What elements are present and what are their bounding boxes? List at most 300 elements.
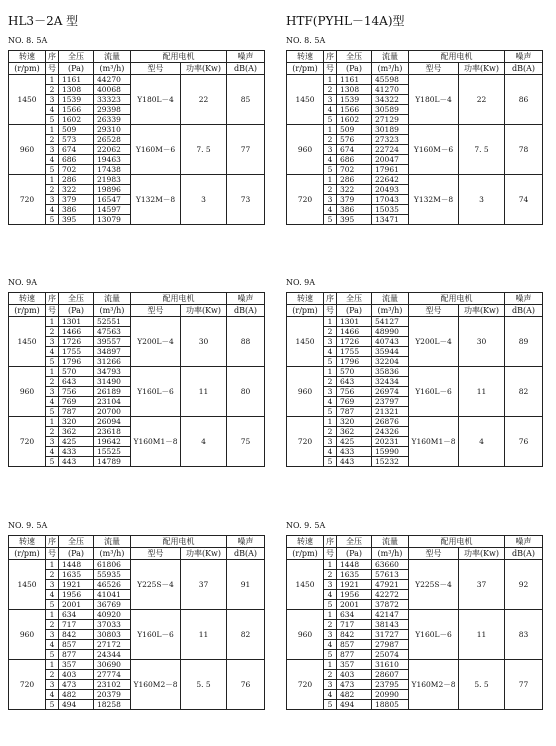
noise-cell: 80 — [227, 367, 265, 417]
header-speed: 转速 — [287, 293, 324, 305]
flow-cell: 17961 — [372, 165, 409, 175]
flow-cell: 34793 — [94, 367, 131, 377]
pressure-cell: 1726 — [337, 337, 372, 347]
seq-cell: 2 — [324, 570, 337, 580]
header-speed: 转速 — [9, 536, 46, 548]
flow-cell: 31490 — [94, 377, 131, 387]
seq-cell: 3 — [46, 580, 59, 590]
seq-cell: 4 — [46, 347, 59, 357]
pressure-cell: 1539 — [337, 95, 372, 105]
table-row — [9, 175, 265, 185]
pressure-cell: 473 — [59, 680, 94, 690]
pressure-cell: 1566 — [59, 105, 94, 115]
seq-cell: 1 — [46, 610, 59, 620]
flow-cell: 14789 — [94, 457, 131, 467]
seq-cell: 4 — [324, 347, 337, 357]
pressure-cell: 769 — [337, 397, 372, 407]
seq-cell: 2 — [46, 327, 59, 337]
seq-cell: 5 — [324, 650, 337, 660]
pressure-cell: 482 — [337, 690, 372, 700]
speed-cell: 1450 — [9, 560, 46, 610]
pressure-cell: 1755 — [59, 347, 94, 357]
flow-cell: 38143 — [372, 620, 409, 630]
pressure-cell: 877 — [59, 650, 94, 660]
flow-cell: 31266 — [94, 357, 131, 367]
table-row — [9, 367, 265, 377]
noise-cell: 77 — [505, 660, 543, 710]
speed-cell: 960 — [287, 367, 324, 417]
header-power: 功率(Kw) — [459, 548, 505, 560]
flow-cell: 27987 — [372, 640, 409, 650]
header-model: 型号 — [131, 63, 181, 75]
pressure-cell: 1796 — [59, 357, 94, 367]
table-row — [287, 417, 543, 427]
table-row — [287, 560, 543, 570]
motor-model-cell: Y160M2－8 — [409, 660, 459, 710]
pressure-cell: 643 — [337, 377, 372, 387]
seq-cell: 3 — [324, 145, 337, 155]
flow-cell: 55935 — [94, 570, 131, 580]
flow-cell: 39557 — [94, 337, 131, 347]
pressure-cell: 286 — [337, 175, 372, 185]
header-noise: 噪声 — [505, 536, 543, 548]
flow-cell: 36769 — [94, 600, 131, 610]
pressure-cell: 379 — [337, 195, 372, 205]
flow-cell: 17043 — [372, 195, 409, 205]
speed-cell: 1450 — [287, 560, 324, 610]
header-flow: 流量 — [94, 536, 131, 548]
flow-cell: 16547 — [94, 195, 131, 205]
seq-cell: 3 — [324, 95, 337, 105]
flow-cell: 57613 — [372, 570, 409, 580]
speed-cell: 1450 — [287, 317, 324, 367]
header-flow-unit: (m³/h) — [94, 305, 131, 317]
seq-cell: 1 — [46, 75, 59, 85]
header-model: 型号 — [409, 305, 459, 317]
pressure-cell: 1448 — [337, 560, 372, 570]
seq-cell: 2 — [46, 135, 59, 145]
seq-cell: 5 — [46, 165, 59, 175]
flow-cell: 17438 — [94, 165, 131, 175]
header-pressure: 全压 — [337, 293, 372, 305]
pressure-cell: 1308 — [337, 85, 372, 95]
pressure-cell: 386 — [59, 205, 94, 215]
flow-cell: 48990 — [372, 327, 409, 337]
motor-power-cell: 5. 5 — [459, 660, 505, 710]
pressure-cell: 403 — [337, 670, 372, 680]
motor-power-cell: 3 — [181, 175, 227, 225]
flow-cell: 26189 — [94, 387, 131, 397]
seq-cell: 5 — [324, 165, 337, 175]
noise-cell: 85 — [227, 75, 265, 125]
flow-cell: 47921 — [372, 580, 409, 590]
pressure-cell: 379 — [59, 195, 94, 205]
motor-model-cell: Y160L－6 — [131, 367, 181, 417]
seq-cell: 5 — [324, 215, 337, 225]
header-seq: 序 — [46, 536, 59, 548]
pressure-cell: 643 — [59, 377, 94, 387]
header-pressure-unit: (Pa) — [59, 63, 94, 75]
flow-cell: 23795 — [372, 680, 409, 690]
motor-model-cell: Y225S－4 — [409, 560, 459, 610]
flow-cell: 35836 — [372, 367, 409, 377]
header-noise-unit: dB(A) — [505, 305, 543, 317]
seq-cell: 1 — [46, 660, 59, 670]
seq-cell: 2 — [46, 570, 59, 580]
pressure-cell: 1796 — [337, 357, 372, 367]
flow-cell: 13471 — [372, 215, 409, 225]
pressure-cell: 674 — [59, 145, 94, 155]
speed-cell: 960 — [9, 610, 46, 660]
seq-cell: 5 — [324, 457, 337, 467]
table-row — [9, 417, 265, 427]
flow-cell: 37033 — [94, 620, 131, 630]
flow-cell: 25074 — [372, 650, 409, 660]
noise-cell: 83 — [505, 610, 543, 660]
flow-cell: 26339 — [94, 115, 131, 125]
fan-performance-table — [8, 535, 265, 710]
flow-cell: 27172 — [94, 640, 131, 650]
flow-cell: 15990 — [372, 447, 409, 457]
seq-cell: 3 — [324, 437, 337, 447]
pressure-cell: 322 — [337, 185, 372, 195]
flow-cell: 42272 — [372, 590, 409, 600]
noise-cell: 82 — [505, 367, 543, 417]
flow-cell: 27774 — [94, 670, 131, 680]
pressure-cell: 1301 — [59, 317, 94, 327]
pressure-cell: 322 — [59, 185, 94, 195]
fan-performance-table — [8, 50, 265, 225]
seq-cell: 4 — [324, 397, 337, 407]
pressure-cell: 320 — [337, 417, 372, 427]
seq-cell: 2 — [324, 135, 337, 145]
seq-cell: 3 — [46, 387, 59, 397]
header-flow: 流量 — [372, 51, 409, 63]
flow-cell: 52551 — [94, 317, 131, 327]
flow-cell: 20990 — [372, 690, 409, 700]
pressure-cell: 1161 — [337, 75, 372, 85]
header-speed-unit: (r/pm) — [287, 305, 324, 317]
pressure-cell: 1539 — [59, 95, 94, 105]
pressure-cell: 634 — [59, 610, 94, 620]
header-power: 功率(Kw) — [459, 305, 505, 317]
header-flow-unit: (m³/h) — [94, 548, 131, 560]
flow-cell: 20379 — [94, 690, 131, 700]
header-flow-unit: (m³/h) — [372, 63, 409, 75]
flow-cell: 19642 — [94, 437, 131, 447]
fan-performance-table — [8, 292, 265, 467]
seq-cell: 5 — [324, 407, 337, 417]
flow-cell: 30589 — [372, 105, 409, 115]
table-row — [287, 125, 543, 135]
table-row — [287, 660, 543, 670]
noise-cell: 75 — [227, 417, 265, 467]
pressure-cell: 1161 — [59, 75, 94, 85]
seq-cell: 1 — [324, 367, 337, 377]
noise-cell: 86 — [505, 75, 543, 125]
seq-cell: 4 — [46, 155, 59, 165]
pressure-cell: 717 — [59, 620, 94, 630]
noise-cell: 91 — [227, 560, 265, 610]
noise-cell: 76 — [505, 417, 543, 467]
pressure-cell: 842 — [337, 630, 372, 640]
speed-cell: 960 — [9, 125, 46, 175]
seq-cell: 3 — [46, 145, 59, 155]
seq-cell: 2 — [46, 85, 59, 95]
seq-cell: 2 — [46, 427, 59, 437]
header-noise-unit: dB(A) — [227, 63, 265, 75]
flow-cell: 41270 — [372, 85, 409, 95]
pressure-cell: 576 — [337, 135, 372, 145]
seq-cell: 5 — [46, 600, 59, 610]
motor-model-cell: Y180L－4 — [131, 75, 181, 125]
pressure-cell: 494 — [59, 700, 94, 710]
seq-cell: 4 — [324, 590, 337, 600]
pressure-cell: 702 — [59, 165, 94, 175]
flow-cell: 31610 — [372, 660, 409, 670]
flow-cell: 29398 — [94, 105, 131, 115]
speed-cell: 720 — [287, 175, 324, 225]
header-pressure-unit: (Pa) — [337, 305, 372, 317]
flow-cell: 23618 — [94, 427, 131, 437]
pressure-cell: 1726 — [59, 337, 94, 347]
header-pressure-unit: (Pa) — [337, 548, 372, 560]
flow-cell: 22724 — [372, 145, 409, 155]
pressure-cell: 717 — [337, 620, 372, 630]
flow-cell: 22062 — [94, 145, 131, 155]
seq-cell: 2 — [324, 327, 337, 337]
pressure-cell: 1635 — [337, 570, 372, 580]
header-seq-2: 号 — [46, 63, 59, 75]
table-row — [287, 75, 543, 85]
header-motor: 配用电机 — [131, 293, 227, 305]
speed-cell: 960 — [287, 125, 324, 175]
header-noise: 噪声 — [505, 293, 543, 305]
motor-model-cell: Y132M－8 — [131, 175, 181, 225]
header-speed-unit: (r/pm) — [287, 63, 324, 75]
table-label: NO. 9A — [8, 278, 38, 287]
header-motor: 配用电机 — [131, 536, 227, 548]
header-pressure-unit: (Pa) — [337, 63, 372, 75]
flow-cell: 20700 — [94, 407, 131, 417]
header-motor: 配用电机 — [131, 51, 227, 63]
seq-cell: 1 — [324, 317, 337, 327]
speed-cell: 960 — [287, 610, 324, 660]
pressure-cell: 403 — [59, 670, 94, 680]
header-pressure: 全压 — [337, 51, 372, 63]
motor-model-cell: Y225S－4 — [131, 560, 181, 610]
flow-cell: 42147 — [372, 610, 409, 620]
flow-cell: 45598 — [372, 75, 409, 85]
seq-cell: 1 — [46, 367, 59, 377]
header-speed-unit: (r/pm) — [9, 63, 46, 75]
flow-cell: 54127 — [372, 317, 409, 327]
flow-cell: 19896 — [94, 185, 131, 195]
fan-performance-table — [286, 292, 543, 467]
seq-cell: 4 — [324, 105, 337, 115]
table-row — [287, 175, 543, 185]
pressure-cell: 756 — [337, 387, 372, 397]
speed-cell: 720 — [9, 175, 46, 225]
pressure-cell: 702 — [337, 165, 372, 175]
flow-cell: 41041 — [94, 590, 131, 600]
table-row — [9, 560, 265, 570]
header-seq: 序 — [46, 293, 59, 305]
pressure-cell: 473 — [337, 680, 372, 690]
seq-cell: 3 — [46, 680, 59, 690]
motor-model-cell: Y160M1－8 — [131, 417, 181, 467]
pressure-cell: 769 — [59, 397, 94, 407]
flow-cell: 19463 — [94, 155, 131, 165]
seq-cell: 5 — [46, 357, 59, 367]
noise-cell: 89 — [505, 317, 543, 367]
header-seq: 序 — [324, 536, 337, 548]
flow-cell: 32204 — [372, 357, 409, 367]
flow-cell: 44270 — [94, 75, 131, 85]
seq-cell: 3 — [46, 95, 59, 105]
header-speed-unit: (r/pm) — [287, 548, 324, 560]
header-flow-unit: (m³/h) — [372, 305, 409, 317]
motor-power-cell: 4 — [459, 417, 505, 467]
pressure-cell: 433 — [59, 447, 94, 457]
header-speed: 转速 — [9, 293, 46, 305]
pressure-cell: 674 — [337, 145, 372, 155]
pressure-cell: 842 — [59, 630, 94, 640]
table-row — [9, 75, 265, 85]
header-seq: 序 — [324, 51, 337, 63]
motor-power-cell: 11 — [459, 367, 505, 417]
pressure-cell: 494 — [337, 700, 372, 710]
pressure-cell: 857 — [59, 640, 94, 650]
flow-cell: 61806 — [94, 560, 131, 570]
flow-cell: 14597 — [94, 205, 131, 215]
motor-power-cell: 5. 5 — [181, 660, 227, 710]
pressure-cell: 425 — [59, 437, 94, 447]
header-noise-unit: dB(A) — [505, 63, 543, 75]
pressure-cell: 1448 — [59, 560, 94, 570]
seq-cell: 5 — [324, 700, 337, 710]
motor-model-cell: Y160L－6 — [409, 367, 459, 417]
flow-cell: 29310 — [94, 125, 131, 135]
motor-power-cell: 4 — [181, 417, 227, 467]
noise-cell: 74 — [505, 175, 543, 225]
seq-cell: 1 — [46, 175, 59, 185]
motor-power-cell: 37 — [459, 560, 505, 610]
seq-cell: 3 — [324, 337, 337, 347]
pressure-cell: 787 — [337, 407, 372, 417]
pressure-cell: 1921 — [337, 580, 372, 590]
pressure-cell: 443 — [337, 457, 372, 467]
header-speed: 转速 — [287, 536, 324, 548]
pressure-cell: 2001 — [337, 600, 372, 610]
flow-cell: 40068 — [94, 85, 131, 95]
seq-cell: 3 — [324, 195, 337, 205]
motor-model-cell: Y160M－6 — [409, 125, 459, 175]
pressure-cell: 395 — [59, 215, 94, 225]
speed-cell: 1450 — [9, 75, 46, 125]
header-power: 功率(Kw) — [459, 63, 505, 75]
seq-cell: 1 — [324, 175, 337, 185]
header-pressure: 全压 — [59, 536, 94, 548]
seq-cell: 2 — [324, 377, 337, 387]
seq-cell: 1 — [324, 125, 337, 135]
table-label: NO. 8. 5A — [286, 36, 326, 45]
right-title: HTF(PYHL－14A)型 — [286, 14, 405, 28]
table-row — [287, 367, 543, 377]
flow-cell: 27129 — [372, 115, 409, 125]
pressure-cell: 2001 — [59, 600, 94, 610]
header-model: 型号 — [409, 63, 459, 75]
seq-cell: 4 — [324, 640, 337, 650]
header-flow: 流量 — [94, 51, 131, 63]
header-model: 型号 — [131, 305, 181, 317]
header-seq-2: 号 — [46, 305, 59, 317]
seq-cell: 5 — [46, 215, 59, 225]
motor-model-cell: Y160M－6 — [131, 125, 181, 175]
flow-cell: 18805 — [372, 700, 409, 710]
motor-model-cell: Y160M1－8 — [409, 417, 459, 467]
motor-power-cell: 11 — [181, 610, 227, 660]
motor-power-cell: 22 — [181, 75, 227, 125]
pressure-cell: 286 — [59, 175, 94, 185]
motor-power-cell: 7. 5 — [181, 125, 227, 175]
flow-cell: 30803 — [94, 630, 131, 640]
pressure-cell: 570 — [337, 367, 372, 377]
header-noise-unit: dB(A) — [227, 548, 265, 560]
header-noise: 噪声 — [227, 536, 265, 548]
pressure-cell: 482 — [59, 690, 94, 700]
flow-cell: 63660 — [372, 560, 409, 570]
seq-cell: 2 — [324, 620, 337, 630]
header-noise: 噪声 — [227, 293, 265, 305]
header-motor: 配用电机 — [409, 293, 505, 305]
seq-cell: 5 — [46, 115, 59, 125]
seq-cell: 4 — [46, 205, 59, 215]
motor-power-cell: 37 — [181, 560, 227, 610]
seq-cell: 3 — [324, 580, 337, 590]
flow-cell: 15525 — [94, 447, 131, 457]
flow-cell: 21983 — [94, 175, 131, 185]
motor-model-cell: Y160L－6 — [409, 610, 459, 660]
header-flow-unit: (m³/h) — [94, 63, 131, 75]
seq-cell: 3 — [46, 437, 59, 447]
flow-cell: 26094 — [94, 417, 131, 427]
seq-cell: 1 — [324, 660, 337, 670]
flow-cell: 35944 — [372, 347, 409, 357]
flow-cell: 20047 — [372, 155, 409, 165]
noise-cell: 92 — [505, 560, 543, 610]
seq-cell: 2 — [324, 185, 337, 195]
flow-cell: 30690 — [94, 660, 131, 670]
header-pressure: 全压 — [337, 536, 372, 548]
pressure-cell: 386 — [337, 205, 372, 215]
flow-cell: 23104 — [94, 397, 131, 407]
motor-power-cell: 3 — [459, 175, 505, 225]
header-flow: 流量 — [94, 293, 131, 305]
table-label: NO. 8. 5A — [8, 36, 48, 45]
flow-cell: 27323 — [372, 135, 409, 145]
pressure-cell: 443 — [59, 457, 94, 467]
motor-model-cell: Y160M2－8 — [131, 660, 181, 710]
left-title: HL3－2A 型 — [8, 14, 79, 28]
seq-cell: 4 — [324, 447, 337, 457]
flow-cell: 34322 — [372, 95, 409, 105]
seq-cell: 4 — [46, 105, 59, 115]
flow-cell: 40920 — [94, 610, 131, 620]
header-seq-2: 号 — [46, 548, 59, 560]
header-speed-unit: (r/pm) — [9, 548, 46, 560]
header-power: 功率(Kw) — [181, 305, 227, 317]
